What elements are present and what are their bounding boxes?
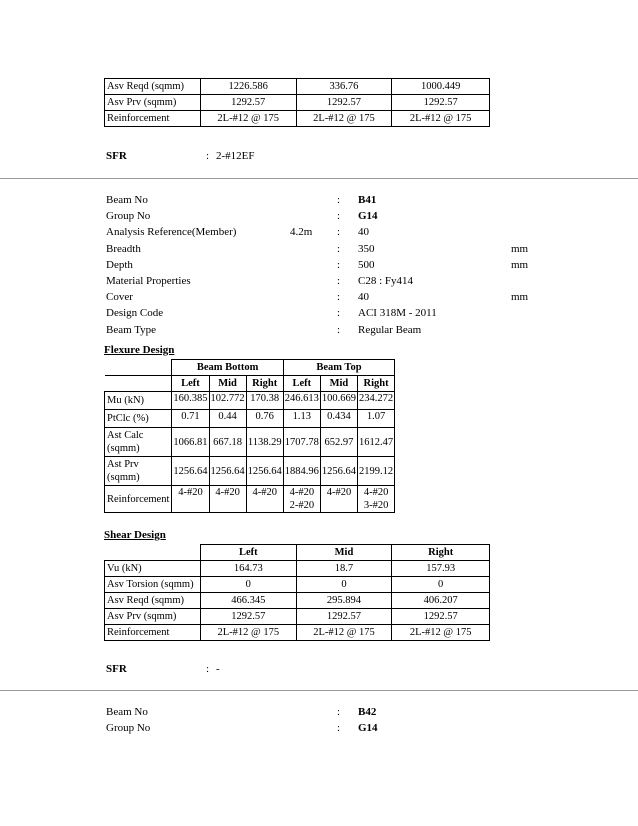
table-row (105, 79, 490, 95)
cell: 2199.12 (358, 457, 395, 486)
column-header: Right (392, 545, 490, 561)
property-label: Beam Type (106, 323, 157, 336)
cell-right: 1292.57 (392, 95, 490, 111)
cell: 406.207 (392, 593, 490, 609)
cell: 1612.47 (358, 428, 395, 457)
cell: 4-#20 (172, 486, 209, 513)
cell: 0.71 (172, 410, 209, 428)
section-divider (0, 178, 638, 179)
property-label: Beam No (106, 706, 148, 718)
property-value: ACI 318M - 2011 (358, 307, 437, 320)
cell: 0 (392, 577, 490, 593)
cell-left: 2L-#12 @ 175 (200, 111, 296, 127)
cell: 246.613 (283, 392, 320, 410)
sfr-label-2: SFR (106, 663, 127, 675)
cell: 295.894 (296, 593, 392, 609)
row-label: Ast Calc (sqmm) (105, 428, 172, 457)
column-header: Left (172, 376, 209, 392)
cell: 1.07 (358, 410, 395, 428)
property-value: G14 (358, 210, 378, 223)
cell: 0.76 (246, 410, 283, 428)
cell-right: 1000.449 (392, 79, 490, 95)
cell-right: 2L-#12 @ 175 (392, 111, 490, 127)
cell: 2L-#12 @ 175 (200, 625, 296, 641)
cell: 0 (296, 577, 392, 593)
column-header: Right (246, 376, 283, 392)
table-row (105, 625, 490, 641)
property-colon: : (337, 194, 341, 206)
property-value: 350 (358, 242, 375, 255)
row-label: Asv Torsion (sqmm) (105, 577, 201, 593)
shear-title: Shear Design (104, 529, 166, 541)
property-colon: : (337, 706, 341, 718)
property-label: Group No (106, 210, 151, 223)
property-colon: : (337, 722, 341, 735)
section-divider-2 (0, 690, 638, 691)
cell: 0.44 (209, 410, 246, 428)
cell: 1256.64 (320, 457, 357, 486)
group-header: Beam Top (283, 360, 394, 376)
property-unit: mm (511, 258, 529, 271)
property-value: 40 (358, 226, 369, 239)
row-label: Asv Prv (sqmm) (105, 609, 201, 625)
sfr-separator: : (206, 150, 210, 162)
cell-left: 1226.586 (200, 79, 296, 95)
property-colon: : (337, 242, 341, 255)
cell: 1707.78 (283, 428, 320, 457)
property-unit: mm (511, 242, 529, 255)
cell-mid: 2L-#12 @ 175 (296, 111, 392, 127)
header-row (105, 545, 490, 561)
column-header: Mid (296, 545, 392, 561)
property-value: B41 (358, 194, 377, 206)
cell-left: 1292.57 (200, 95, 296, 111)
table-row (105, 428, 395, 457)
cell: 1292.57 (296, 609, 392, 625)
cell: 164.73 (200, 561, 296, 577)
table-row (105, 486, 395, 513)
sfr-value: 2-#12EF (216, 150, 255, 162)
cell: 4-#20 (246, 486, 283, 513)
row-label: Reinforcement (105, 486, 172, 513)
property-value: Regular Beam (358, 323, 422, 336)
column-header: Left (283, 376, 320, 392)
property-value: 40 (358, 291, 369, 304)
empty-header (105, 545, 201, 561)
table-row (105, 95, 490, 111)
property-label: Group No (106, 722, 151, 735)
flexure-table (104, 359, 395, 513)
property-label: Beam No (106, 194, 148, 206)
sfr-label: SFR (106, 150, 127, 162)
top-shear-table (104, 78, 490, 127)
column-header: Mid (209, 376, 246, 392)
cell: 0.434 (320, 410, 357, 428)
table-row (105, 609, 490, 625)
cell: 1256.64 (209, 457, 246, 486)
cell: 1256.64 (172, 457, 209, 486)
sfr-value-2: - (216, 663, 220, 675)
cell: 4-#20 3-#20 (358, 486, 395, 513)
property-label: Cover (106, 291, 133, 304)
cell: 4-#20 2-#20 (283, 486, 320, 513)
cell: 160.385 (172, 392, 209, 410)
property-label: Analysis Reference(Member) (106, 226, 237, 239)
table-row (105, 457, 395, 486)
property-colon: : (337, 226, 341, 239)
row-label: Mu (kN) (105, 392, 172, 410)
property-label: Breadth (106, 242, 141, 255)
table-row (105, 410, 395, 428)
row-label: Asv Reqd (sqmm) (105, 79, 201, 95)
cell: 157.93 (392, 561, 490, 577)
empty-header (105, 360, 172, 376)
property-value: 500 (358, 258, 375, 271)
property-colon: : (337, 275, 341, 287)
subheader-row (105, 376, 395, 392)
cell: 0 (200, 577, 296, 593)
cell: 1066.81 (172, 428, 209, 457)
group-header: Beam Bottom (172, 360, 283, 376)
cell: 1292.57 (392, 609, 490, 625)
property-colon: : (337, 291, 341, 304)
empty-header (105, 376, 172, 392)
cell-mid: 1292.57 (296, 95, 392, 111)
row-label: Vu (kN) (105, 561, 201, 577)
property-value: G14 (358, 722, 378, 735)
table-row (105, 111, 490, 127)
property-label: Design Code (106, 307, 164, 320)
cell: 18.7 (296, 561, 392, 577)
table-row (105, 593, 490, 609)
property-value: C28 : Fy414 (358, 275, 414, 287)
sfr-separator-2: : (206, 663, 210, 675)
flexure-title: Flexure Design (104, 344, 175, 356)
property-colon: : (337, 307, 341, 320)
cell: 652.97 (320, 428, 357, 457)
table-row (105, 392, 395, 410)
table-row (105, 561, 490, 577)
cell: 2L-#12 @ 175 (392, 625, 490, 641)
property-value: B42 (358, 706, 377, 718)
cell: 1.13 (283, 410, 320, 428)
column-header: Mid (320, 376, 357, 392)
row-label: Ast Prv (sqmm) (105, 457, 172, 486)
column-header: Left (200, 545, 296, 561)
cell: 1256.64 (246, 457, 283, 486)
property-colon: : (337, 210, 341, 223)
property-unit: mm (511, 291, 529, 304)
cell: 100.669 (320, 392, 357, 410)
column-header: Right (358, 376, 395, 392)
cell: 1884.96 (283, 457, 320, 486)
property-colon: : (337, 258, 341, 271)
cell: 102.772 (209, 392, 246, 410)
row-label: PtClc (%) (105, 410, 172, 428)
cell: 1292.57 (200, 609, 296, 625)
cell: 2L-#12 @ 175 (296, 625, 392, 641)
cell: 234.272 (358, 392, 395, 410)
property-length: 4.2m (290, 226, 313, 239)
cell: 466.345 (200, 593, 296, 609)
shear-table (104, 544, 490, 641)
row-label: Asv Prv (sqmm) (105, 95, 201, 111)
row-label: Asv Reqd (sqmm) (105, 593, 201, 609)
cell: 1138.29 (246, 428, 283, 457)
cell-mid: 336.76 (296, 79, 392, 95)
property-label: Material Properties (106, 275, 191, 287)
property-colon: : (337, 323, 341, 336)
header-row (105, 360, 395, 376)
cell: 170.38 (246, 392, 283, 410)
cell: 4-#20 (320, 486, 357, 513)
cell: 4-#20 (209, 486, 246, 513)
row-label: Reinforcement (105, 111, 201, 127)
cell: 667.18 (209, 428, 246, 457)
property-label: Depth (106, 258, 133, 271)
row-label: Reinforcement (105, 625, 201, 641)
table-row (105, 577, 490, 593)
